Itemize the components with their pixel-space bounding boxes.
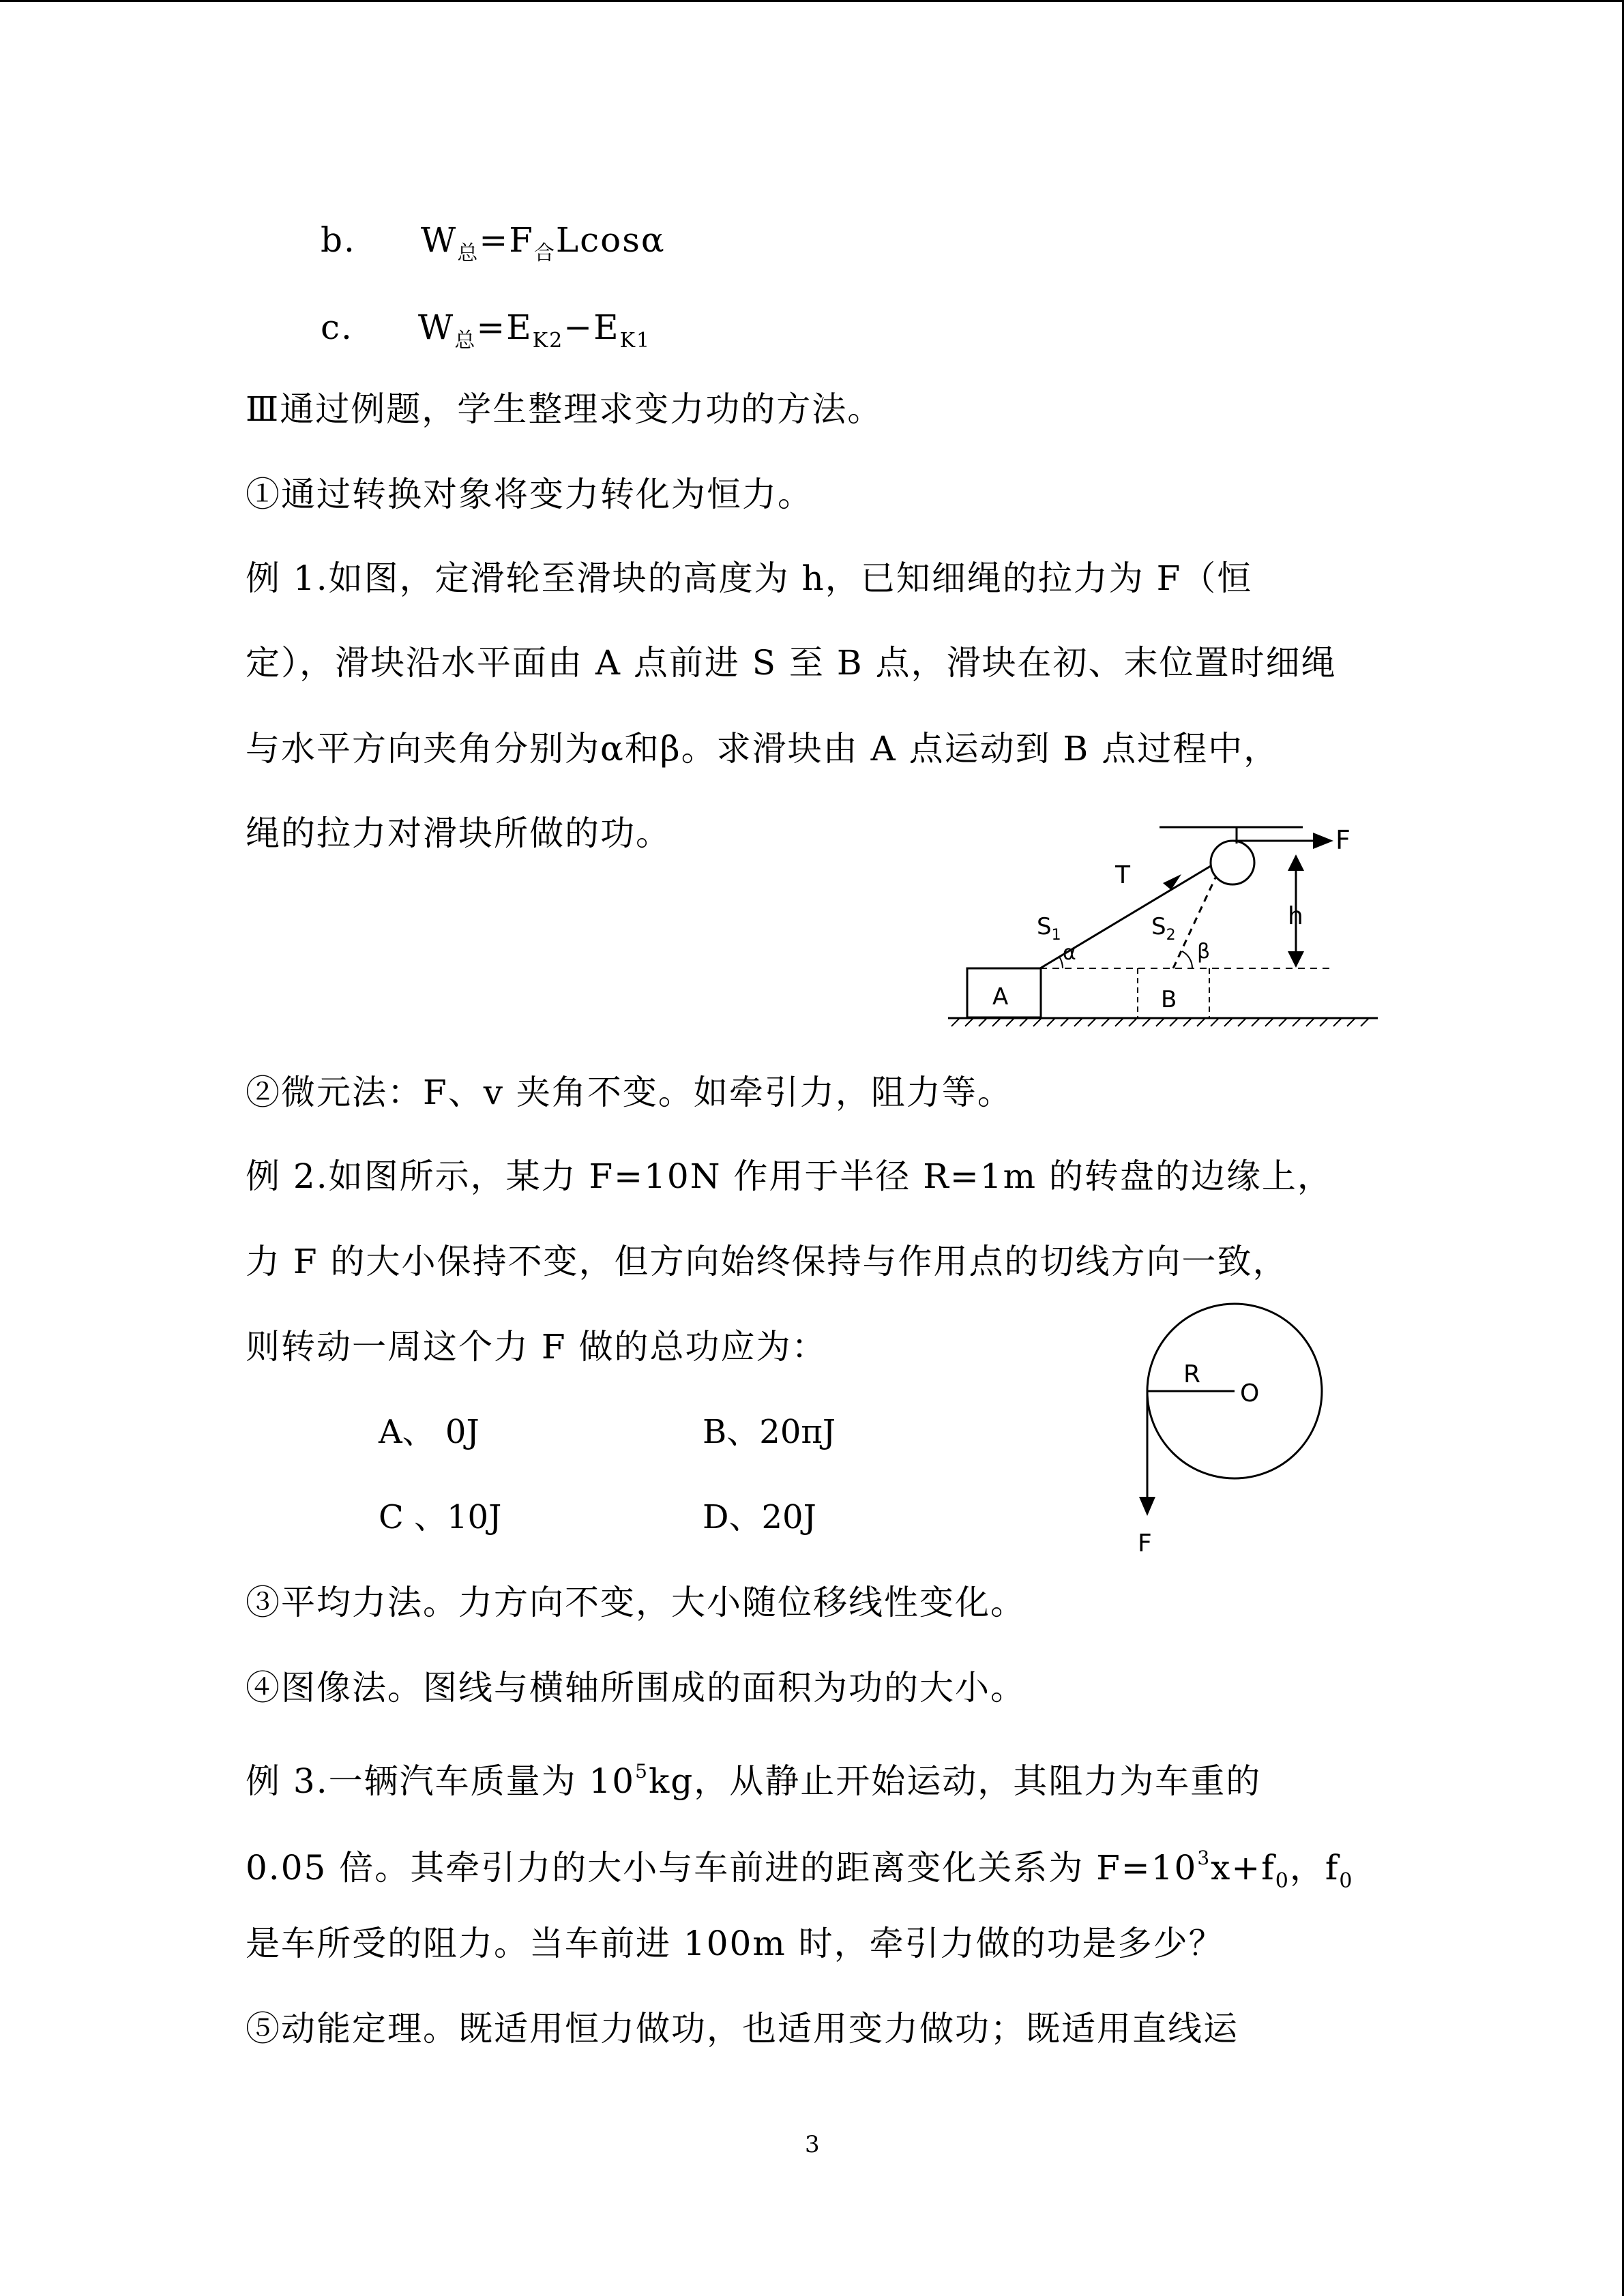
example-1-line-4: 绳的拉力对滑块所做的功。 [246,814,671,853]
intro-line: Ⅲ通过例题，学生整理求变力功的方法。 [246,389,883,429]
force-f-label-2: F [1138,1530,1152,1557]
force-f-label: F [1335,825,1350,855]
force-arrowhead-2 [1139,1497,1155,1516]
page-number: 3 [805,2131,820,2158]
option-a: A、 0J [379,1413,479,1451]
beta-arc [1182,951,1192,968]
example-3-line-1: 例 3.一辆汽车质量为 $10^5kg$，从静止开始运动，其阻力为车重的 [246,1760,1262,1801]
height-h-label: h [1288,902,1303,930]
method-3: ③平均力法。力方向不变，大小随位移线性变化。 [246,1583,1026,1622]
example-1-line-3: 与水平方向夹角分别为α和β。求滑块由 A 点运动到 B 点过程中， [246,729,1280,769]
alpha-label: α [1063,941,1076,965]
example-2-line-2: 力 F 的大小保持不变，但方向始终保持与作用点的切线方向一致， [246,1242,1288,1281]
height-arrow-down [1288,951,1304,968]
method-1: ①通过转换对象将变力转化为恒力。 [246,475,813,514]
radius-r-label: R [1183,1360,1201,1388]
beta-label: β [1197,940,1211,964]
turntable-diagram [1112,1299,1337,1572]
tension-t-label: T [1115,861,1130,889]
block-a-label: A [992,983,1009,1011]
tension-arrowhead [1163,874,1181,890]
example-1-line-1: 例 1.如图，定滑轮至滑块的高度为 h，已知细绳的拉力为 F（恒 [246,558,1253,598]
example-3-line-2: 0.05 倍。其牵引力的大小与车前进的距离变化关系为 $F=10^3x+f_0$，$f_0$ [246,1847,1354,1893]
s1-label: $S_1$ [1037,913,1061,944]
method-5: ⑤动能定理。既适用恒力做功，也适用变力做功；既适用直线运 [246,2009,1239,2048]
example-1-line-2: 定），滑块沿水平面由 A 点前进 S 至 B 点，滑块在初、末位置时细绳 [246,643,1337,683]
option-c: C 、10J [379,1498,502,1536]
method-2: ②微元法：F、v 夹角不变。如牵引力，阻力等。 [246,1073,1013,1112]
formula-c: c. $W_总=E_{K2}-E_{K1}$ [321,308,651,353]
pulley-wheel [1211,841,1254,884]
formula-b: b. $W_总=F_合Lcos\alpha$ [321,220,666,265]
formula-c-label: c. [321,308,353,347]
force-arrowhead [1313,833,1333,849]
formula-b-label: b. [321,220,356,260]
example-2-line-3: 则转动一周这个力 F 做的总功应为： [246,1327,827,1367]
center-o-label: O [1240,1380,1260,1407]
option-b: B、20πJ [703,1413,836,1451]
example-3-line-3: 是车所受的阻力。当车前进 100m 时，牵引力做的功是多少？ [246,1924,1224,1963]
pulley-diagram [934,815,1385,1040]
example-2-line-1: 例 2.如图所示，某力 F=10N 作用于半径 R=1m 的转盘的边缘上， [246,1157,1333,1196]
ground-hatch [951,1018,1369,1026]
s2-label: $S_2$ [1151,913,1176,944]
method-4: ④图像法。图线与横轴所围成的面积为功的大小。 [246,1668,1026,1708]
option-d: D、20J [703,1498,816,1536]
height-arrow-up [1288,854,1304,871]
block-b-label: B [1161,986,1177,1013]
